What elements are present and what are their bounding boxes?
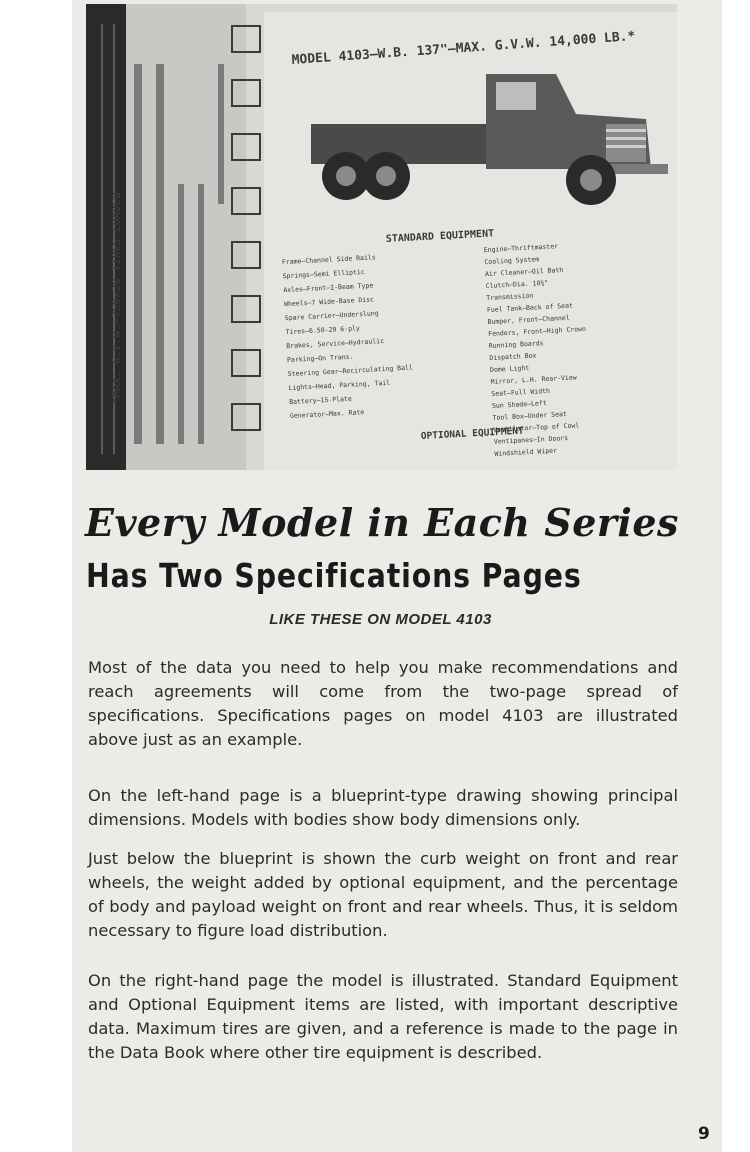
spec-pages-illustration — [86, 4, 677, 470]
paragraph-specifications-overview: Most of the data you need to help you make recommendations and reach agreements will come from the two-page spread of specifications. Specifications pages on model 4103 are illustrated above just as an example. — [88, 658, 678, 749]
spec-line: Windshield Wiper — [494, 446, 558, 458]
spec-line: Tires—6.50-20 6-ply — [285, 324, 361, 337]
spec-pages-photo — [86, 4, 677, 470]
spec-line: Dispatch Box — [489, 351, 537, 362]
spec-line: Mirror, L.H. Rear-View — [490, 373, 577, 386]
vertical-label: *MAX. G.V.W.—750×20 TIRES LOADED — [110, 192, 123, 404]
subheading: LIKE THESE ON MODEL 4103 — [269, 611, 492, 628]
standard-equipment-label: STANDARD EQUIPMENT — [385, 228, 495, 245]
spec-line: Battery—15-Plate — [289, 394, 352, 407]
spec-line: Tool Box—Under Seat — [492, 409, 568, 422]
spec-line: Springs—Semi Elliptic — [282, 267, 365, 281]
optional-equipment-label: OPTIONAL EQUIPMENT — [420, 425, 524, 442]
model-title: MODEL 4103—W.B. 137"—MAX. G.V.W. 14,000 LB.* — [291, 29, 636, 68]
page-number: 9 — [698, 1124, 710, 1144]
spec-line: Ventilator—Top of Cowl — [493, 421, 580, 434]
spec-line: Cooling System — [484, 255, 540, 267]
spec-line: Engine—Thriftmaster — [483, 242, 559, 255]
spec-line: Brakes, Service—Hydraulic — [286, 336, 385, 351]
spec-line: Seat—Full Width — [491, 386, 551, 398]
paragraph-left-hand-page: On the left-hand page is a blueprint-type drawing showing principal dimensions. Models with bodies show body dimensions only. — [88, 786, 678, 829]
script-heading: Every Model in Each Series — [85, 500, 679, 545]
spec-line: Running Boards — [488, 339, 544, 350]
spec-line: Fenders, Front—High Crown — [487, 324, 587, 338]
spec-line: Frame—Channel Side Rails — [281, 253, 376, 267]
spec-line: Steering Gear—Recirculating Ball — [287, 363, 414, 379]
spec-line: Fuel Tank—Back of Seat — [486, 301, 574, 315]
spec-line: Ventipanes—In Doors — [493, 433, 569, 446]
spec-line: Dome Light — [489, 363, 530, 374]
vertical-caption — [110, 192, 123, 404]
spec-line: Spare Carrier—Underslung — [284, 309, 379, 323]
paragraph-curb-weight: Just below the blueprint is shown the curb weight on front and rear wheels, the weight added by optional equipment, and the percentage of body and payload weight on front and rear wheels. Thus, it is seldom necessary to figure load distribution. — [88, 849, 678, 940]
spec-line: Generator—Max. Rate — [289, 408, 365, 420]
spec-line: Axles—Front—I-Beam Type — [283, 281, 374, 295]
spec-line: Bumper, Front—Channel — [487, 313, 570, 327]
main-heading: Has Two Specifications Pages — [86, 556, 582, 595]
paragraph-right-hand-page: On the right-hand page the model is illustrated. Standard Equipment and Optional Equipment items are listed, with important descriptive data. Maximum tires are given, and a reference is made to the page in the Data Book where other tire equipment is described. — [88, 971, 678, 1062]
spec-line: Sun Shade—Left — [491, 399, 547, 410]
spec-line: Clutch—Dia. 10¾" — [485, 278, 549, 291]
spec-line: Wheels—7 Wide-Base Disc — [283, 295, 375, 309]
spec-line: Parking—On Trans. — [286, 352, 354, 365]
spec-line: Lights—Head, Parking, Tail — [288, 378, 391, 393]
spec-line: Transmission — [486, 291, 534, 303]
spec-line: Air Cleaner—Oil Bath — [484, 265, 564, 279]
